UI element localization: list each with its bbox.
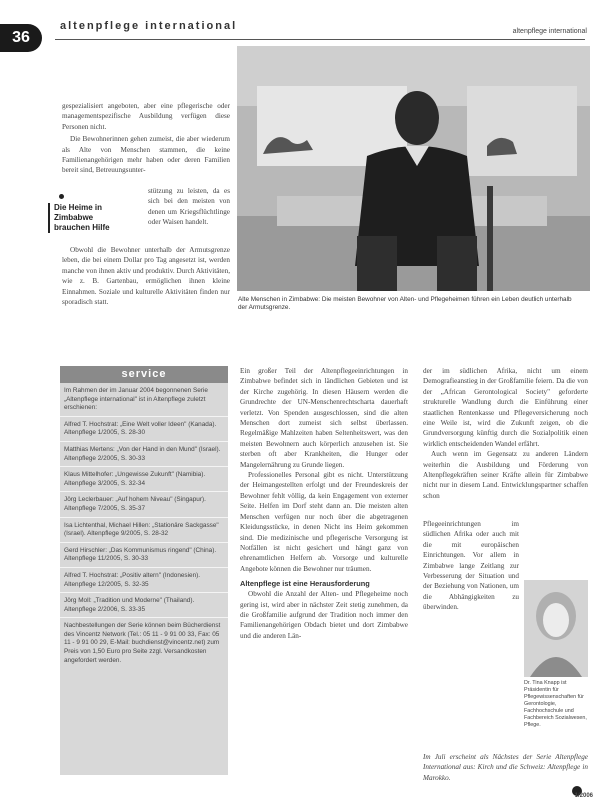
series-footnote (423, 752, 588, 783)
col2-text (240, 366, 408, 641)
subheading: Altenpflege ist eine Herausforderung (240, 579, 370, 589)
elderly-man-photo (237, 46, 590, 291)
service-item: Isa Lichtenthal, Michael Hillen: „Stationäre Sackgasse" (Israel). Altenpflege 9/2005, S. 28-32 (60, 518, 228, 543)
paragraph: Auch wenn im Gegensatz zu anderen Ländern weiterhin die Ausbildung und Förderung von Altenpflegekräften seiner Kräfte allein für Zimbabwe nicht nur in diesem Land. Entwicklungspartner schaffen schon (423, 450, 588, 500)
service-intro: Im Rahmen der im Januar 2004 begonnenen Serie „Altenpflege international" ist in Altenpflege zuletzt erschienen: (60, 383, 228, 417)
service-box (60, 383, 228, 775)
header-section: altenpflege international (512, 28, 587, 35)
paragraph: Professionelles Personal gibt es nicht. Unterstützung der Heimangestellten erfolgt und der Freundeskreis der Bewohner fehlt völlig, da kein Engagement von externer Seite. Helfen im Dorf steht dann an. Die meisten alten Menschen verfügen nur noch über die abgetragenen Kleidungsstücke, in denen Nicht ins Heim gekommen sind. Die medizinische und pflegerische Versorgung ist Notfällen ist nicht gesichert und hängt ganz von ehrenamtlichen Helfern ab. Vorsorge und kulturelle Angebote können die Bewohner nur träumen. (240, 471, 408, 573)
col3-text-narrow (423, 519, 519, 613)
paragraph: Ein großer Teil der Altenpflegeeinrichtungen in Zimbabwe befindet sich in ländlichen Gebieten und ist der Kirche zugehörig. In diesen Häusern werden die Grundrechte der UN-Menschenrechtscharta dauerhaft verletzt. Von Spenden ausgeschlossen, sind die alten Menschen dort zumeist sich selbst überlassen. Regelmäßige Mahlzeiten haben Seltenheitswert, was den meisten Bewohnern auch körperlich anzusehen ist. Sie sterben oft aber Krankheiten, die Hunger oder Mangelernährung zu Grunde liegen. (240, 367, 408, 469)
magazine-title: altenpflege international (60, 20, 238, 32)
col1-text-mid (148, 186, 230, 228)
bullet-dot-icon (59, 194, 64, 199)
paragraph: stützung zu leisten, da es sich bei den meisten von denen um Kriegsflüchtlinge oder Waisen handelt. (148, 187, 230, 227)
service-box-title: service (60, 366, 228, 383)
paragraph: Die Bewohnerinnen gehen zumeist, die aber wiederum als Alte von Menschen stammen, die keine Familienangehörigen mehr haben oder deren Familien bereit sind, Betreuungsunter- (62, 135, 230, 175)
service-item: Jörg Moll: „Tradition und Moderne" (Thailand). Altenpflege 2/2006, S. 33-35 (60, 593, 228, 618)
service-item: Gerd Hirschler: „Das Kommunismus ringend" (China). Altenpflege 11/2005, S. 30-33 (60, 543, 228, 568)
issue-number: 1/2006 (574, 793, 593, 799)
paragraph: Obwohl die Anzahl der Alten- und Pflegeheime noch gering ist, wird aber in nächster Zeit stetig zunehmen, da die Großfamilie aufgrund der Tradition noch immer den Familienangehörigen Obdach bietet und dort Zimbabwe und die anderen Län- (240, 590, 408, 640)
paragraph: der im südlichen Afrika, nicht um einem Demografieanstieg in der Großfamilie feiern. Da die von der „African Gerontological Society" geforderte strukturelle Wandlung durch die Einführung einer staatlichen Rentenkasse und Pflegeversicherung noch eine Weile ist, wird die Zukunft zeigen, ob die Grundversorgung künftig durch die Sozialpolitik einen wirklich entscheidenden Wandel erfährt. (423, 367, 588, 448)
service-order-info: Nachbestellungen der Serie können beim Bücherdienst des Vincentz Network (Tel.: 05 11 - 9 91 00 33, Fax: 05 11 - 9 91 00 29, E-Mail: buchdienst@vincentz.net) zum Preis von 1,50 Euro pro Seite zzgl. Versandkosten angefordert werden. (64, 622, 221, 664)
author-photo (524, 580, 588, 677)
paragraph: Obwohl die Bewohner unterhalb der Armutsgrenze leben, die bei einem Dollar pro Tag angesetzt ist, werden manche von ihnen aktiv und produktiv. Durch Aktivitäten, wie z. B. Gartenbau, ermöglichen ihnen kleine Einnahmen. Soziale und kulturelle Aktivitäten finden nur sporadisch statt. (62, 246, 230, 307)
portrait-caption: Dr. Tina Knapp ist Präsidentin für Pflegewissenschaften für Gerontologie, Fachhochschule und Fachbereich Sozialwesen, Pflege. (524, 680, 587, 728)
sidebar-heading: Die Heime in Zimbabwe brauchen Hilfe (48, 203, 126, 233)
service-item: Klaus Mittelhofer: „Ungewisse Zukunft" (Namibia). Altenpflege 3/2005, S. 32-34 (60, 467, 228, 492)
service-item: Matthias Mertens: „Von der Hand in den Mund" (Israel). Altenpflege 2/2005, S. 30-33 (60, 442, 228, 467)
service-item: Alfred T. Hochstrat: „Positiv altern" (Indonesien). Altenpflege 12/2005, S. 32-35 (60, 568, 228, 593)
col1-text-bottom (62, 245, 230, 307)
service-item: Jörg Leclerbauer: „Auf hohem Niveau" (Singapur). Altenpflege 7/2005, S. 35-37 (60, 492, 228, 517)
paragraph: gespezialisiert angeboten, aber eine pflegerische oder managementspezifische Ausbildung verfügen diese Personen nicht. (62, 102, 230, 131)
header-rule (55, 39, 585, 40)
main-photo (237, 46, 590, 291)
service-item: Alfred T. Hochstrat: „Eine Welt voller Ideen" (Kanada). Altenpflege 1/2005, S. 28-30 (60, 417, 228, 442)
paragraph: Im Juli erscheint als Nächstes der Serie Altenpflege International aus: Kirch und die Schweiz: Altenpflege in Marokko. (423, 753, 588, 782)
photo-caption: Alte Menschen in Zimbabwe: Die meisten Bewohner von Alten- und Pflegeheimen führen ein Leben deutlich unterhalb der Armutsgrenze. (238, 296, 572, 311)
paragraph: Pflegeeinrichtungen im südlichen Afrika oder auch mit die mit europäischen Einrichtungen. Vor allem in Zimbabwe lange Zeitlang zur Verbesserung der Situation und der Beziehung von Nationen, um die Abhängigkeiten zu überwinden. (423, 520, 519, 612)
col3-text-top (423, 366, 588, 501)
page-number: 36 (0, 24, 42, 52)
author-portrait (524, 580, 588, 677)
col1-text-top (62, 101, 230, 176)
